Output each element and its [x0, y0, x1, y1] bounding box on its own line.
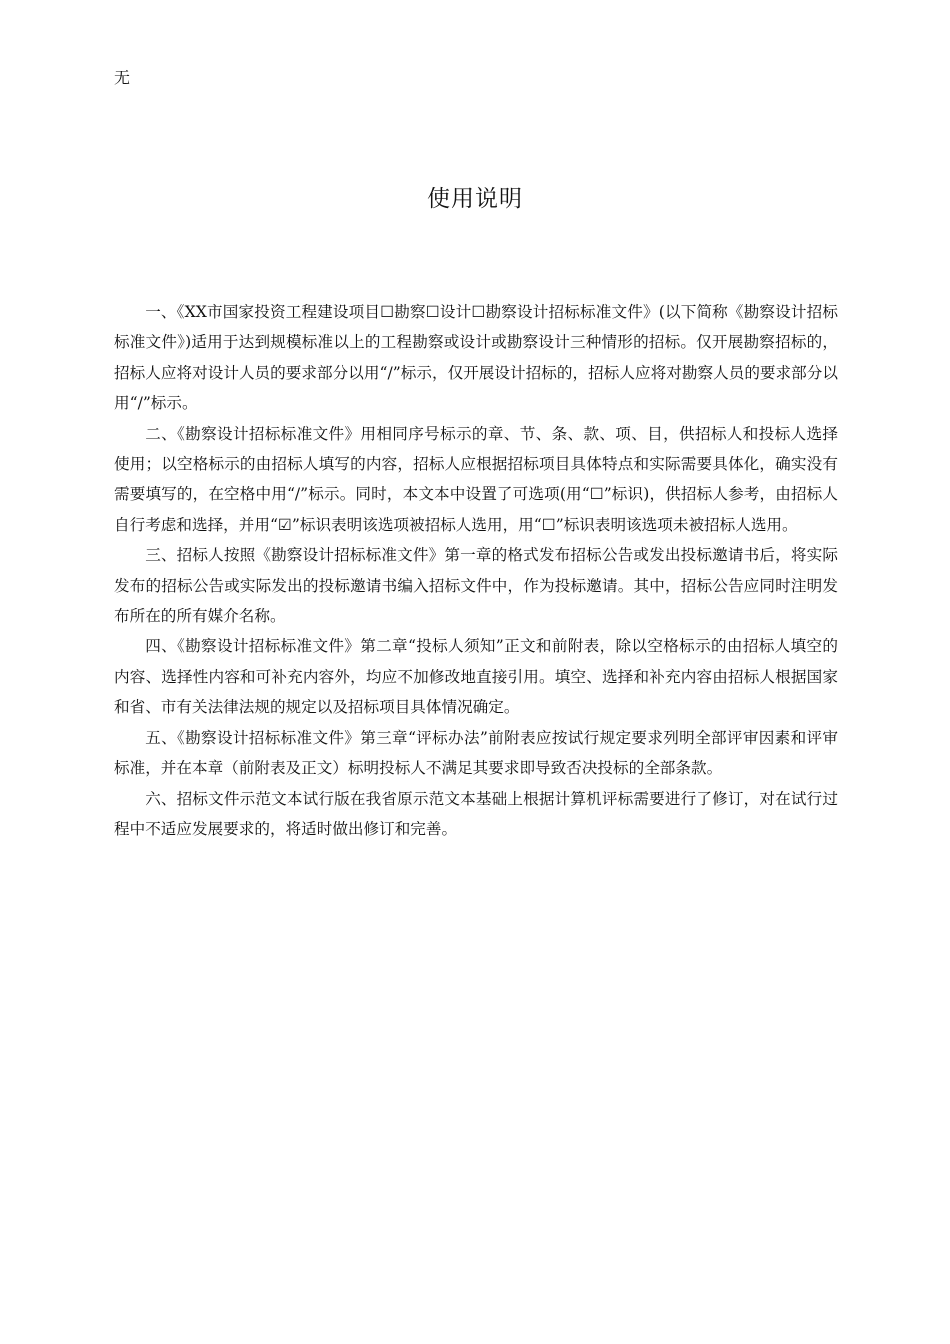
page-title: 使用说明 — [427, 186, 523, 212]
instruction-paragraph-1: 一、《XX市国家投资工程建设项目☐勘察☐设计☐勘察设计招标标准文件》(以下简称《勘察设计招标标准文件》)适用于达到规模标准以上的工程勘察或设计或勘察设计三种情形的招标。仅开展勘察招标的，招标人应将对设计人员的要求部分以用“/”标示，仅开展设计招标的，招标人应将对勘察人员的要求部分以用“/”标示。 — [114, 303, 838, 413]
instruction-paragraph-4: 四、《勘察设计招标标准文件》第二章“投标人须知”正文和前附表，除以空格标示的由招标人填空的内容、选择性内容和可补充内容外，均应不加修改地直接引用。填空、选择和补充内容由招标人根据国家和省、市有关法律法规的规定以及招标项目具体情况确定。 — [114, 637, 838, 717]
instructions-body — [114, 297, 838, 844]
instruction-paragraph-6: 六、招标文件示范文本试行版在我省原示范文本基础上根据计算机评标需要进行了修订，对在试行过程中不适应发展要求的，将适时做出修订和完善。 — [114, 789, 838, 838]
instruction-paragraph-3: 三、招标人按照《勘察设计招标标准文件》第一章的格式发布招标公告或发出投标邀请书后，将实际发布的招标公告或实际发出的投标邀请书编入招标文件中，作为投标邀请。其中，招标公告应同时注明发布所在的所有媒介名称。 — [114, 546, 838, 626]
header-mark: 无 — [114, 68, 131, 87]
instruction-paragraph-2: 二、《勘察设计招标标准文件》用相同序号标示的章、节、条、款、项、目，供招标人和投标人选择使用；以空格标示的由招标人填写的内容，招标人应根据招标项目具体特点和实际需要具体化，确实没有需要填写的，在空格中用“/”标示。同时，本文本中设置了可选项(用“☐”标识)，供招标人参考，由招标人自行考虑和选择，并用“☑”标识表明该选项被招标人选用，用“☐”标识表明该选项未被招标人选用。 — [114, 424, 838, 534]
instruction-paragraph-5: 五、《勘察设计招标标准文件》第三章“评标办法”前附表应按试行规定要求列明全部评审因素和评审标准，并在本章（前附表及正文）标明投标人不满足其要求即导致否决投标的全部条款。 — [114, 728, 838, 778]
